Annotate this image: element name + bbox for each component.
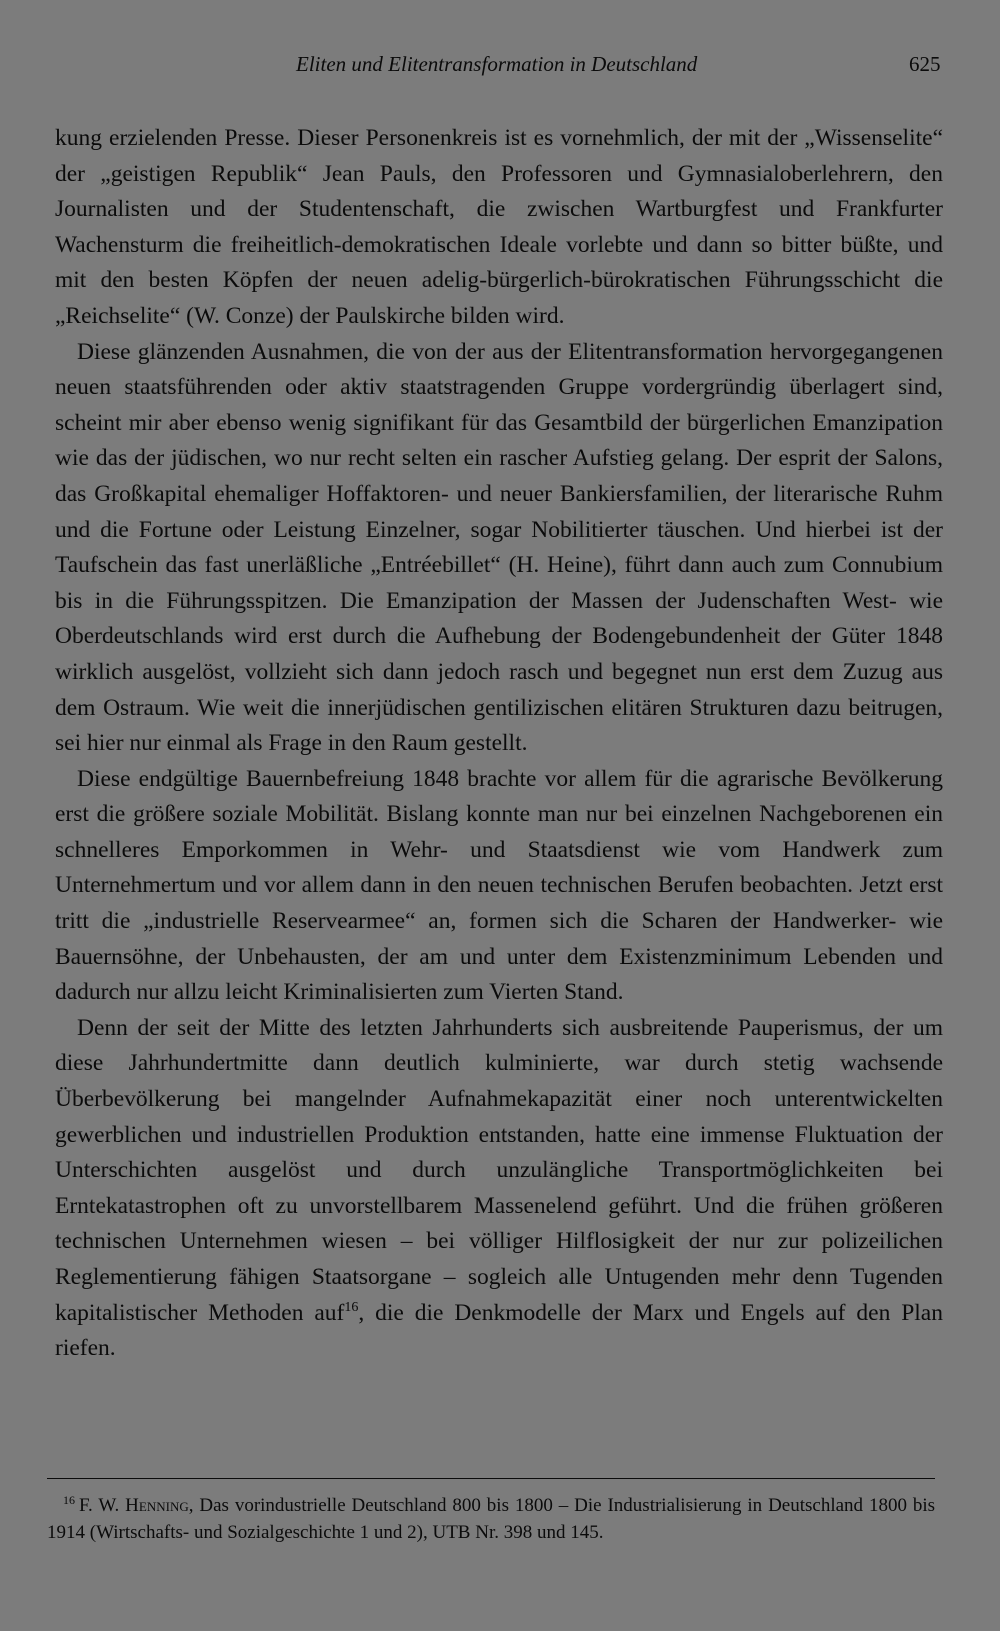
paragraph-3: Diese endgültige Bauernbefreiung 1848 brachte vor allem für die agrarische Bevölkerung erst die größere soziale Mobilität. Bislang konnte man nur bei einzelnen Nachgeborenen ein schnelleres Emporkommen in Wehr- und Staatsdienst wie vom Handwerk zum Unternehmertum und vor allem dann in den neuen technischen Berufen beobachten. Jetzt erst tritt die „industrielle Reservearmee“ an, formen sich die Scharen der Handwerker- wie Bauernsöhne, der Unbehausten, der am und unter dem Existenzminimum Lebenden und dadurch nur allzu leicht Kriminalisierten zum Vierten Stand. bbox=[55, 765, 943, 1006]
page-number: 625 bbox=[909, 52, 941, 76]
paragraph-2: Diese glänzenden Ausnahmen, die von der aus der Elitentransformation hervorgegangenen neuen staatsführenden oder aktiv staatstragenden Gruppe vordergründig überlagert sind, scheint mir aber ebenso wenig signifikant für das Gesamtbild der bürgerlichen Emanzipation wie das der jüdischen, wo nur recht selten ein rascher Aufstieg gelang. Der esprit der Salons, das Großkapital ehemaliger Hoffaktoren- und neuer Bankiersfamilien, der literarische Ruhm und die Fortune oder Leistung Einzelner, sogar Nobilitierter täuschen. Und hierbei ist der Taufschein das fast unerläßliche „Entréebillet“ (H. Heine), führt dann auch zum Connubium bis in die Führungsspitzen. Die Emanzipation der Massen der Judenschaften West- wie Oberdeutschlands wird erst durch die Aufhebung der Bodengebundenheit der Güter 1848 wirklich ausgelöst, vollzieht sich dann jedoch rasch und begegnet nun erst dem Zuzug aus dem Ostraum. Wie weit die innerjüdischen gentilizischen elitären Strukturen dazu beitrugen, sei hier nur einmal als Frage in den Raum gestellt. bbox=[55, 338, 943, 757]
footnote-author: F. W. Henning bbox=[79, 1495, 189, 1516]
paragraph-1: kung erzielenden Presse. Dieser Personenkreis ist es vornehmlich, der mit der „Wissenselite“ der „geistigen Republik“ Jean Pauls, den Professoren und Gymnasialoberlehrern, den Journalisten und der Studentenschaft, die zwischen Wartburgfest und Frankfurter Wachensturm die freiheitlich-demokratischen Ideale vorlebte und dann so bitter büßte, und mit den besten Köpfen der neuen adelig-bürgerlich-bürokratischen Führungsschicht die „Reichselite“ (W. Conze) der Paulskirche bilden wird. bbox=[55, 125, 943, 329]
main-text bbox=[55, 121, 943, 1367]
paragraph-4 bbox=[55, 1011, 943, 1367]
running-head bbox=[0, 52, 1000, 82]
running-head-title: Eliten und Elitentransformation in Deutschland bbox=[296, 52, 698, 76]
paragraph-4-text: Denn der seit der Mitte des letzten Jahrhunderts sich ausbreitende Pauperismus, der um diese Jahrhundertmitte dann deutlich kulminierte, war durch stetig wachsende Überbevölkerung bei mangelnder Aufnahmekapazität einer noch unterentwickelten gewerblichen und industriellen Produktion entstanden, hatte eine immense Fluktuation der Unterschichten ausgelöst und durch unzulängliche Transportmöglichkeiten bei Erntekatastrophen oft zu unvorstellbarem Massenelend geführt. Und die frühen größeren technischen Unternehmen wiesen – bei völliger Hilflosigkeit der nur zur polizeilichen Reglementierung fähigen Staatsorgane – sogleich alle Untugenden mehr denn Tugenden kapitalistischer Methoden auf bbox=[55, 1014, 943, 1326]
paragraph-4-end: , die die Denkmodelle der Marx und Engels auf den Plan riefen. bbox=[55, 1299, 943, 1362]
footnote-number: 16 bbox=[63, 1492, 75, 1507]
footnote-text: , Das vorindustrielle Deutschland 800 bis 1800 – Die Industrialisierung in Deutschland 1800 bis 1914 (Wirtschafts- und Sozialgeschichte 1 und 2), UTB Nr. 398 und 145. bbox=[47, 1495, 936, 1543]
footnote-reference[interactable]: 16 bbox=[344, 1299, 359, 1315]
footnote-16 bbox=[47, 1492, 935, 1546]
footnote-divider bbox=[47, 1478, 935, 1479]
